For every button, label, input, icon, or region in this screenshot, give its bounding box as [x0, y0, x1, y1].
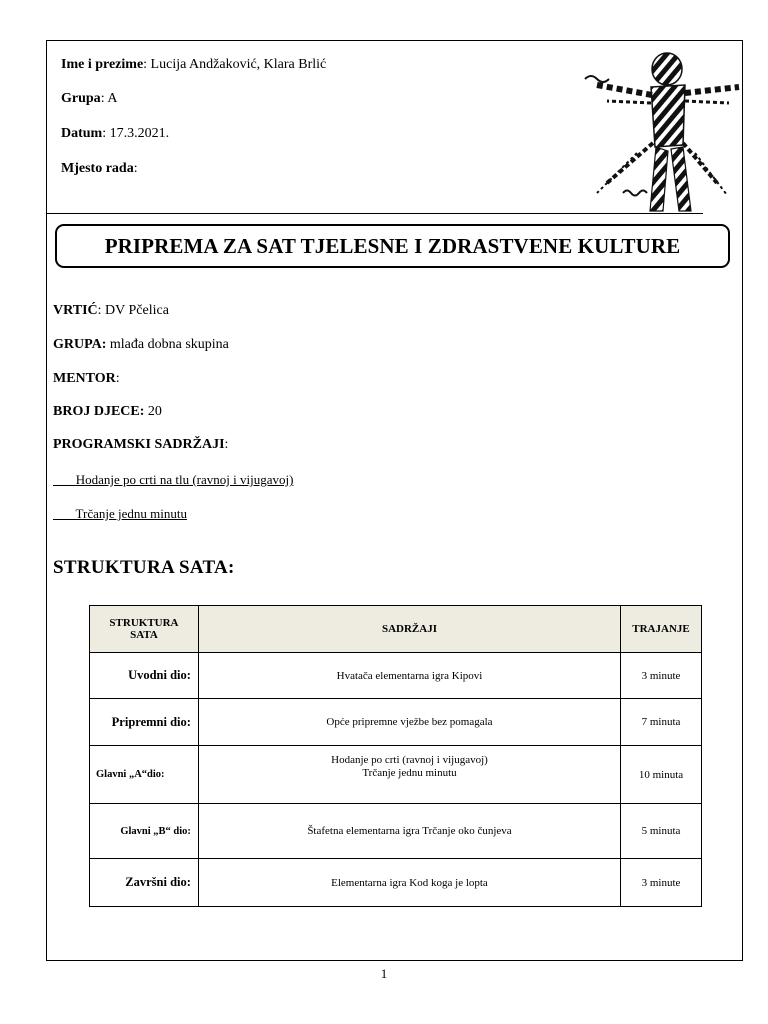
- table-header-row: [90, 606, 702, 653]
- program-item: Trčanje jednu minutu: [75, 506, 187, 521]
- date-line: Datum: 17.3.2021.: [61, 126, 170, 141]
- column-header-duration: TRAJANJE: [621, 606, 702, 653]
- document-title-box: [55, 224, 730, 268]
- row-content: Hvatača elementarna igra Kipovi: [198, 653, 620, 699]
- table-row: [90, 859, 702, 907]
- date-label: Datum: [61, 126, 103, 141]
- program-item: Hodanje po crti na tlu (ravnoj i vijugavoj): [75, 472, 294, 487]
- group-value: A: [107, 91, 118, 106]
- children-count-line: [53, 404, 162, 420]
- table-row: [90, 699, 702, 746]
- row-part: Glavni „B“ dio:: [90, 804, 199, 859]
- row-part: Pripremni dio:: [90, 699, 199, 746]
- kindergarten-value: DV Pčelica: [105, 303, 169, 318]
- program-content-label: PROGRAMSKI SADRŽAJI: [53, 437, 225, 452]
- page-number: 1: [380, 966, 388, 981]
- row-duration: 3 minute: [621, 859, 702, 907]
- row-duration: 5 minuta: [621, 804, 702, 859]
- age-group-value: mlađa dobna skupina: [109, 337, 229, 352]
- row-content: Štafetna elementarna igra Trčanje oko čunjeva: [198, 804, 620, 859]
- place-line: Mjesto rada:: [61, 161, 138, 176]
- row-content: Elementarna igra Kod koga je lopta: [198, 859, 620, 907]
- group-line: Grupa: A: [61, 91, 118, 106]
- place-label: Mjesto rada: [61, 161, 134, 176]
- column-header-structure: STRUKTURA SATA: [90, 606, 199, 653]
- name-value: Lucija Andžaković, Klara Brlić: [150, 57, 327, 72]
- section-heading: STRUKTURA SATA:: [53, 557, 235, 578]
- age-group-line: [53, 337, 229, 353]
- row-duration: 3 minute: [621, 653, 702, 699]
- row-part: Glavni „A“dio:: [90, 746, 199, 804]
- date-value: 17.3.2021.: [109, 126, 170, 141]
- children-count-label: BROJ DJECE:: [53, 404, 145, 419]
- name-label: Ime i prezime: [61, 57, 144, 72]
- table-row: [90, 746, 702, 804]
- row-part: Uvodni dio:: [90, 653, 199, 699]
- header-separator: [47, 213, 703, 214]
- program-content-line: PROGRAMSKI SADRŽAJI:: [53, 437, 229, 452]
- mentor-label: MENTOR: [53, 371, 116, 386]
- group-label: Grupa: [61, 91, 101, 106]
- striped-human-figure-icon: [567, 43, 743, 215]
- column-header-content: SADRŽAJI: [198, 606, 620, 653]
- row-part: Završni dio:: [90, 859, 199, 907]
- age-group-label: GRUPA:: [53, 337, 107, 352]
- name-line: Ime i prezime: Lucija Andžaković, Klara Brlić: [61, 57, 327, 72]
- document-title: PRIPREMA ZA SAT TJELESNE I ZDRASTVENE KULTURE: [104, 233, 681, 258]
- kindergarten-line: VRTIĆ: DV Pčelica: [53, 303, 169, 318]
- row-duration: 7 minuta: [621, 699, 702, 746]
- page-frame: [46, 40, 743, 961]
- children-count-value: 20: [147, 404, 162, 419]
- row-content: Opće pripremne vježbe bez pomagala: [198, 699, 620, 746]
- table-row: [90, 804, 702, 859]
- mentor-line: MENTOR:: [53, 371, 120, 386]
- lesson-structure-table: [89, 605, 702, 907]
- table-row: [90, 653, 702, 699]
- kindergarten-label: VRTIĆ: [53, 303, 98, 318]
- row-content: Hodanje po crti (ravnoj i vijugavoj) Trčanje jednu minutu: [198, 746, 620, 804]
- row-duration: 10 minuta: [621, 746, 702, 804]
